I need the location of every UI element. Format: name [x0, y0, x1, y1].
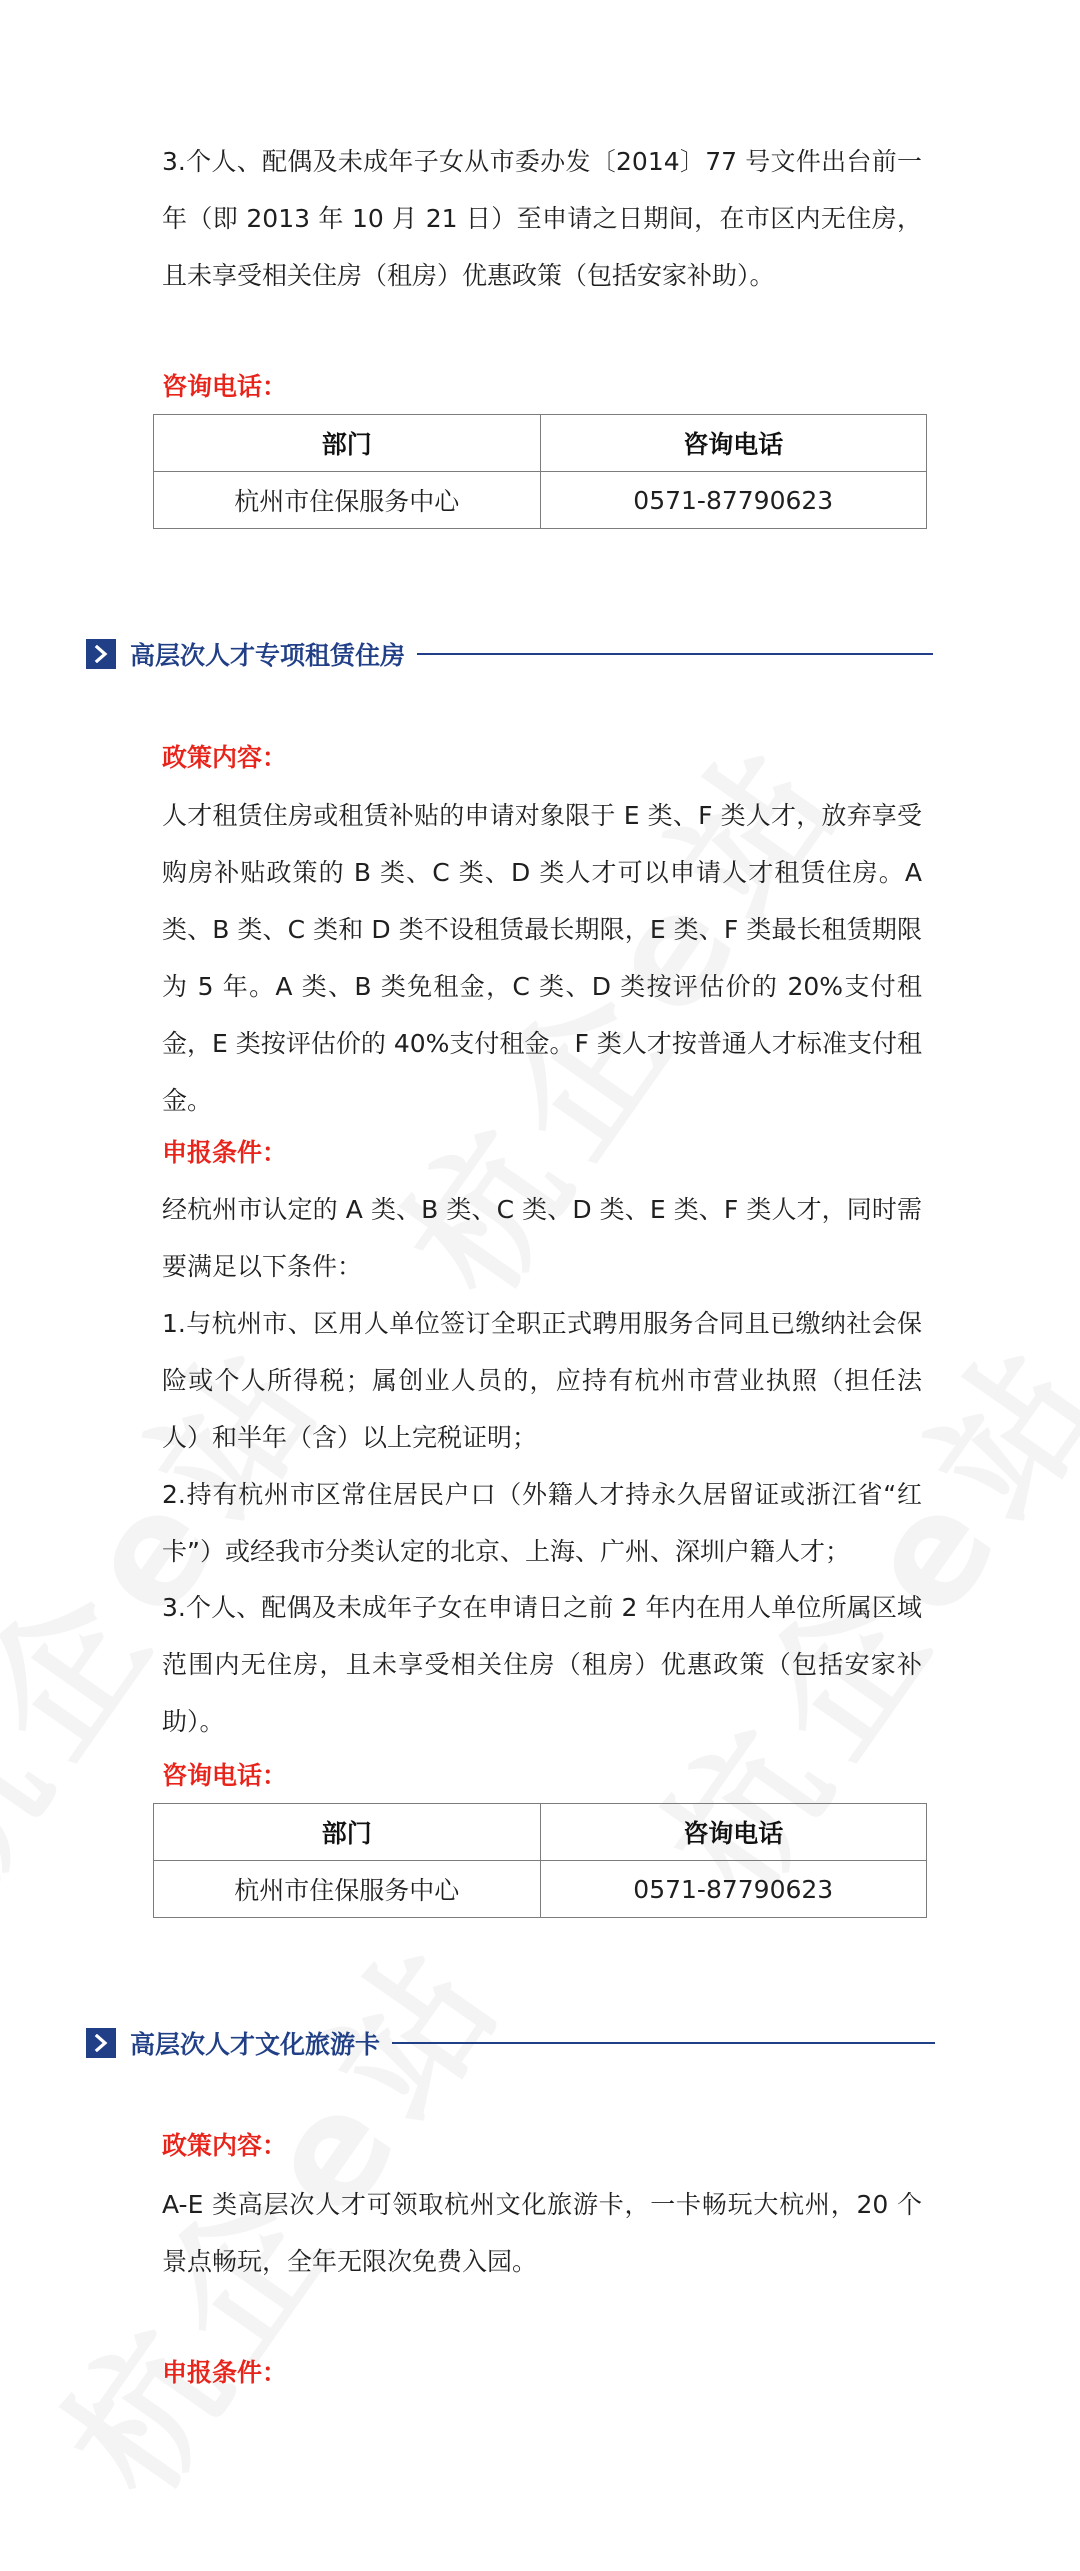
apply-condition-item: 1.与杭州市、区用人单位签订全职正式聘用服务合同且已缴纳社会保险或个人所得税；属创业人员的，应持有杭州市营业执照（担任法人）和半年（含）以上完税证明；	[162, 1309, 922, 1452]
top-condition-paragraph: 3.个人、配偶及未成年子女从市委办发〔2014〕77 号文件出台前一年（即 2013 年 10 月 21 日）至申请之日期间，在市区内无住房，且未享受相关住房（租房）优惠政策（包括安家补助）。	[162, 147, 922, 290]
policy-content-label: 政策内容：	[162, 2131, 288, 2160]
contact-table	[153, 1803, 927, 1918]
table-header-department: 部门	[154, 415, 541, 472]
table-header-row	[154, 415, 927, 472]
section-heading-rental-housing	[86, 636, 933, 672]
section-title: 高层次人才文化旅游卡	[130, 2030, 381, 2059]
table-cell-department: 杭州市住保服务中心	[154, 1861, 541, 1918]
section-title: 高层次人才专项租赁住房	[130, 641, 406, 670]
top-contact-label: 咨询电话：	[162, 372, 288, 401]
apply-conditions-label: 申报条件：	[162, 1138, 288, 1167]
table-cell-phone: 0571-87790623	[540, 1861, 927, 1918]
policy-content-text: A-E 类高层次人才可领取杭州文化旅游卡，一卡畅玩大杭州，20 个景点畅玩，全年无限次免费入园。	[162, 2190, 922, 2276]
top-contact-table	[153, 414, 927, 529]
section-heading-culture-travel-card	[86, 2025, 935, 2061]
policy-content-label: 政策内容：	[162, 743, 288, 772]
table-header-department: 部门	[154, 1804, 541, 1861]
chevron-right-icon	[86, 2028, 116, 2058]
section-divider	[417, 653, 933, 655]
section-divider	[392, 2042, 935, 2044]
apply-condition-item: 3.个人、配偶及未成年子女在申请日之前 2 年内在用人单位所属区域范围内无住房，且未享受相关住房（租房）优惠政策（包括安家补助）。	[162, 1593, 922, 1736]
apply-conditions-intro: 经杭州市认定的 A 类、B 类、C 类、D 类、E 类、F 类人才，同时需要满足以下条件：	[162, 1195, 922, 1281]
table-cell-department: 杭州市住保服务中心	[154, 472, 541, 529]
table-cell-phone: 0571-87790623	[540, 472, 927, 529]
policy-content-text: 人才租赁住房或租赁补贴的申请对象限于 E 类、F 类人才，放弃享受购房补贴政策的 B 类、C 类、D 类人才可以申请人才租赁住房。A 类、B 类、C 类和 D 类不设租赁最长期限，E 类、F 类最长租赁期限为 5 年。A 类、B 类免租金，C 类、D 类按评估价的 20%支付租金，E 类按评估价的 40%支付租金。F 类人才按普通人才标准支付租金。	[162, 801, 922, 1115]
table-header-phone: 咨询电话	[540, 1804, 927, 1861]
table-row	[154, 472, 927, 529]
table-header-phone: 咨询电话	[540, 415, 927, 472]
apply-condition-item: 2.持有杭州市区常住居民户口（外籍人才持永久居留证或浙江省“红卡”）或经我市分类认定的北京、上海、广州、深圳户籍人才；	[162, 1480, 922, 1566]
table-row	[154, 1861, 927, 1918]
chevron-right-icon	[86, 639, 116, 669]
contact-label: 咨询电话：	[162, 1761, 288, 1790]
table-header-row	[154, 1804, 927, 1861]
apply-conditions-label: 申报条件：	[162, 2358, 288, 2387]
